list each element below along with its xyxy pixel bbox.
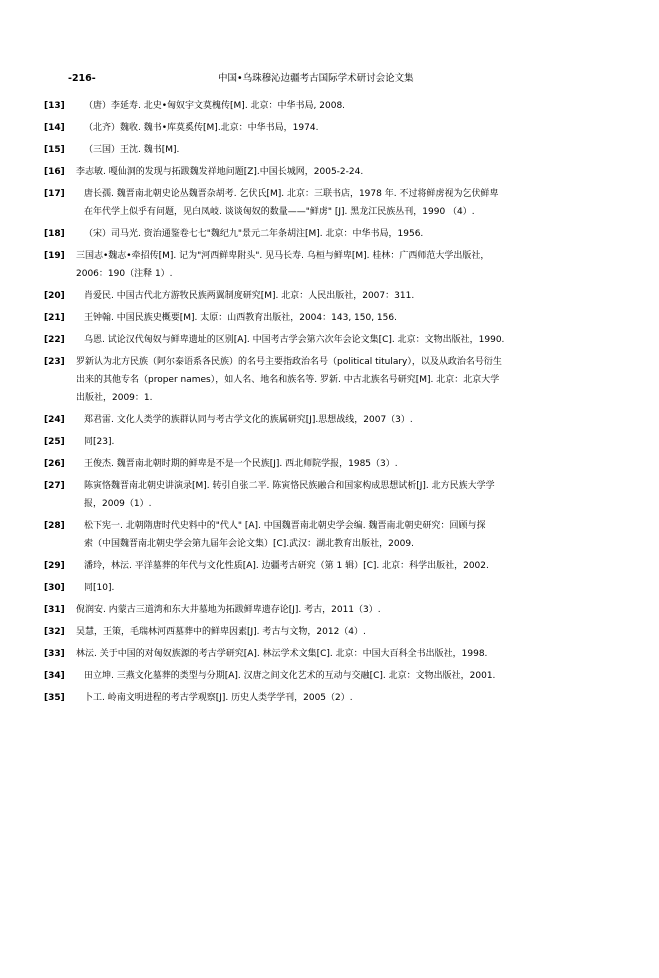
- reference-text: 李志敏. 嘎仙洞的发现与拓跋魏发祥地问题[Z].中国长城网，2005-2-24.: [76, 167, 364, 177]
- reference-number: [16]: [44, 167, 65, 177]
- reference-item: [44, 287, 614, 305]
- reference-number: [17]: [44, 189, 65, 199]
- reference-text: 吴慧，王策，毛瑞林河西墓葬中的鲜卑因素[J]. 考古与文物，2012（4）.: [76, 627, 366, 637]
- reference-text: 三国志•魏志•牵招传[M]. 记为"河西鲜卑附头". 见马长寿. 乌桓与鲜卑[M]. 桂林：广西师范大学出版社， 2006：190（注释 1）.: [76, 251, 490, 279]
- reference-number: [29]: [44, 561, 65, 571]
- reference-number: [14]: [44, 123, 65, 133]
- reference-number: [18]: [44, 229, 65, 239]
- reference-number: [26]: [44, 459, 65, 469]
- reference-text: 唐长孺. 魏晋南北朝史论丛魏晋杂胡考. 乞伏氏[M]. 北京：三联书店，1978 年. 不过将鲜虏视为乞伏鲜卑 在年代学上似乎有问题，见白凤岐. 谈谈匈奴的数量——"鲜虏" [J]. 黑龙江民族丛刊，1990 （4）.: [84, 189, 499, 217]
- reference-text: （唐）李延寿. 北史•匈奴宇文莫槐传[M]. 北京：中华书局, 2008.: [84, 101, 346, 111]
- reference-item: [44, 433, 614, 451]
- reference-number: [21]: [44, 313, 65, 323]
- reference-text: 乌恩. 试论汉代匈奴与鲜卑遗址的区别[A]. 中国考古学会第六次年会论文集[C]. 北京：文物出版社，1990.: [84, 335, 505, 345]
- reference-text: 潘玲，林沄. 平洋墓葬的年代与文化性质[A]. 边疆考古研究（第 1 辑）[C]. 北京：科学出版社，2002.: [84, 561, 489, 571]
- reference-number: [15]: [44, 145, 65, 155]
- running-title: 中国•乌珠穆沁边疆考古国际学术研讨会论文集: [218, 73, 414, 84]
- reference-number: [28]: [44, 521, 65, 531]
- reference-item: [44, 247, 614, 283]
- reference-number: [32]: [44, 627, 65, 637]
- reference-item: [44, 557, 614, 575]
- reference-item: [44, 331, 614, 349]
- reference-item: [44, 579, 614, 597]
- reference-text: 林沄. 关于中国的对匈奴族源的考古学研究[A]. 林沄学术文集[C]. 北京：中国大百科全书出版社，1998.: [76, 649, 488, 659]
- reference-number: [24]: [44, 415, 65, 425]
- reference-text: （宋）司马光. 资治通鉴卷七七"魏纪九"景元二年条胡注[M]. 北京：中华书局，1956.: [84, 229, 424, 239]
- reference-number: [25]: [44, 437, 65, 447]
- reference-number: [30]: [44, 583, 65, 593]
- reference-text: 王俊杰. 魏晋南北朝时期的鲜卑是不是一个民族[J]. 西北师院学报，1985（3）.: [84, 459, 398, 469]
- reference-number: [33]: [44, 649, 65, 659]
- reference-item: [44, 119, 614, 137]
- reference-number: [35]: [44, 693, 65, 703]
- page-header: [68, 72, 538, 86]
- reference-text: 同[10].: [84, 583, 115, 593]
- reference-text: 陈寅恪魏晋南北朝史讲演录[M]. 转引自张二平. 陈寅恪民族融合和国家构成思想试析[J]. 北方民族大学学 报，2009（1）.: [84, 481, 495, 509]
- reference-number: [27]: [44, 481, 65, 491]
- reference-number: [23]: [44, 357, 65, 367]
- reference-list: [44, 97, 614, 711]
- reference-text: （三国）王沈. 魏书[M].: [84, 145, 180, 155]
- reference-item: [44, 411, 614, 429]
- reference-item: [44, 309, 614, 327]
- reference-text: （北齐）魏收. 魏书•库莫奚传[M].北京：中华书局，1974.: [84, 123, 319, 133]
- reference-text: 罗新认为北方民族（阿尔泰语系各民族）的名号主要指政治名号（political titulary），以及从政治名号衍生 出来的其他专名（proper names），如人名、地名和族名等. 罗新. 中古北族名号研究[M]. 北京：北京大学 出版社，2009：1.: [76, 357, 502, 403]
- reference-text: 田立坤. 三燕文化墓葬的类型与分期[A]. 汉唐之间文化艺术的互动与交融[C]. 北京：文物出版社，2001.: [84, 671, 496, 681]
- reference-item: [44, 353, 614, 407]
- reference-text: 倪润安. 内蒙古三道湾和东大井墓地为拓跋鲜卑遗存论[J]. 考古，2011（3）.: [76, 605, 381, 615]
- reference-text: 松下宪一. 北朝隋唐时代史料中的"代人" [A]. 中国魏晋南北朝史学会编. 魏晋南北朝史研究：回顾与探 索（中国魏晋南北朝史学会第九届年会论文集）[C].武汉：湖北教育出版社，2009.: [84, 521, 486, 549]
- reference-text: 同[23].: [84, 437, 115, 447]
- reference-text: 肖爱民. 中国古代北方游牧民族两翼制度研究[M]. 北京：人民出版社，2007：311.: [84, 291, 415, 301]
- reference-item: [44, 645, 614, 663]
- reference-item: [44, 477, 614, 513]
- reference-item: [44, 623, 614, 641]
- page-number: -216-: [68, 73, 96, 84]
- reference-number: [13]: [44, 101, 65, 111]
- reference-text: 王钟翰. 中国民族史概要[M]. 太原：山西教育出版社，2004：143, 150, 156.: [84, 313, 397, 323]
- reference-item: [44, 689, 614, 707]
- reference-number: [31]: [44, 605, 65, 615]
- reference-text: 卜工. 岭南文明进程的考古学观察[J]. 历史人类学学刊，2005（2）.: [84, 693, 353, 703]
- reference-item: [44, 601, 614, 619]
- reference-item: [44, 455, 614, 473]
- reference-number: [22]: [44, 335, 65, 345]
- reference-item: [44, 225, 614, 243]
- reference-item: [44, 517, 614, 553]
- reference-item: [44, 185, 614, 221]
- reference-number: [34]: [44, 671, 65, 681]
- reference-number: [20]: [44, 291, 65, 301]
- reference-item: [44, 141, 614, 159]
- reference-text: 郑君雷. 文化人类学的族群认同与考古学文化的族属研究[J].思想战线，2007（3）.: [84, 415, 413, 425]
- reference-item: [44, 97, 614, 115]
- reference-item: [44, 163, 614, 181]
- reference-item: [44, 667, 614, 685]
- reference-number: [19]: [44, 251, 65, 261]
